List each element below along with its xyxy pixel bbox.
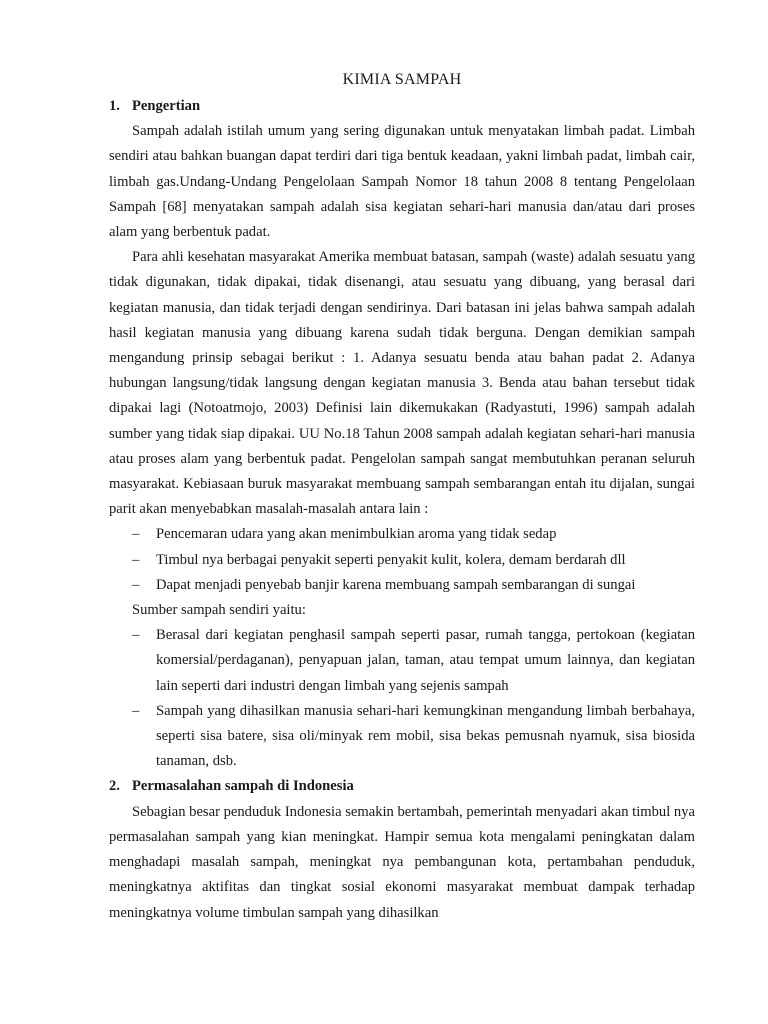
document-body (109, 66, 695, 926)
list-item-text: Dapat menjadi penyebab banjir karena membuang sampah sembarangan di sungai (156, 576, 636, 593)
sources-list (109, 623, 695, 774)
list-item (109, 699, 695, 775)
dash-bullet: – (132, 627, 140, 644)
dash-bullet: – (132, 526, 140, 543)
dash-bullet: – (132, 551, 140, 568)
section-heading-text: Permasalahan sampah di Indonesia (132, 778, 354, 795)
dash-bullet: – (132, 702, 140, 719)
list-item (109, 548, 695, 573)
list-item-text: Pencemaran udara yang akan menimbulkian aroma yang tidak sedap (156, 526, 557, 543)
list-item-text: Timbul nya berbagai penyakit seperti penyakit kulit, kolera, demam berdarah dll (156, 551, 626, 568)
page-title: KIMIA SAMPAH (342, 71, 462, 88)
dash-bullet: – (132, 576, 140, 593)
paragraph: Sampah adalah istilah umum yang sering digunakan untuk menyatakan limbah padat. Limbah sendiri atau bahkan buangan dapat terdiri dari tiga bentuk keadaan, yakni limbah padat, limbah cair, limbah gas.Undang-Undang Pengelolaan Sampah Nomor 18 tahun 2008 8 tentang Pengelolaan Sampah [68] menyatakan sampah adalah sisa kegiatan sehari-hari manusia dan/atau dari proses alam yang berbentuk padat. (109, 123, 695, 241)
section-heading-permasalahan (109, 774, 695, 799)
section-number: 2. (109, 778, 120, 795)
paragraph: Sebagian besar penduduk Indonesia semakin bertambah, pemerintah menyadari akan timbul nya permasalahan sampah yang kian meningkat. Hampir semua kota mengalami peningkatan dalam menghadapi masalah sampah, meningkat nya pembangunan kota, pertambahan penduduk, meningkatnya aktifitas dan tingkat sosial ekonomi masyarakat membuat dampak terhadap meningkatnya volume timbulan sampah yang dihasilkan (109, 803, 695, 921)
section-heading-pengertian (109, 94, 695, 119)
list-item (109, 573, 695, 598)
section-number: 1. (109, 98, 120, 114)
section-heading-text: Pengertian (132, 98, 201, 114)
list-item (109, 522, 695, 547)
problems-list (109, 522, 695, 598)
list-item-text: Sampah yang dihasilkan manusia sehari-hari kemungkinan mengandung limbah berbahaya, seperti sisa batere, sisa oli/minyak rem mobil, sisa bekas pemusnah nyamuk, sisa biosida tanaman, dsb. (156, 702, 695, 770)
list-item-text: Berasal dari kegiatan penghasil sampah seperti pasar, rumah tangga, pertokoan (kegiatan komersial/perdaganan), penyapuan jalan, taman, atau tempat umum lainnya, dan kegiatan lain seperti dari industri dengan limbah yang sejenis sampah (156, 627, 695, 694)
paragraph: Para ahli kesehatan masyarakat Amerika membuat batasan, sampah (waste) adalah sesuatu yang tidak digunakan, tidak dipakai, tidak disenangi, atau sesuatu yang dibuang, yang berasal dari kegiatan manusia, dan tidak terjadi dengan sendirinya. Dari batasan ini jelas bahwa sampah adalah hasil kegiatan manusia yang dibuang karena sudah tidak berguna. Dengan demikian sampah mengandung prinsip sebagai berikut : 1. Adanya sesuatu benda atau bahan padat 2. Adanya hubungan langsung/tidak langsung dengan kegiatan manusia 3. Benda atau bahan tersebut tidak dipakai lagi (Notoatmojo, 2003) Definisi lain dikemukakan (Radyastuti, 1996) sampah adalah sumber yang tidak siap dipakai. UU No.18 Tahun 2008 sampah adalah kegiatan sehari-hari manusia atau proses alam yang berbentuk padat. Pengelolan sampah sangat membutuhkan peranan seluruh masyarakat. Kebiasaan buruk masyarakat membuang sampah sembarangan entah itu dijalan, sungai parit akan menyebabkan masalah-masalah antara lain : (109, 249, 695, 518)
list-item (109, 623, 695, 699)
sources-intro: Sumber sampah sendiri yaitu: (132, 602, 306, 619)
